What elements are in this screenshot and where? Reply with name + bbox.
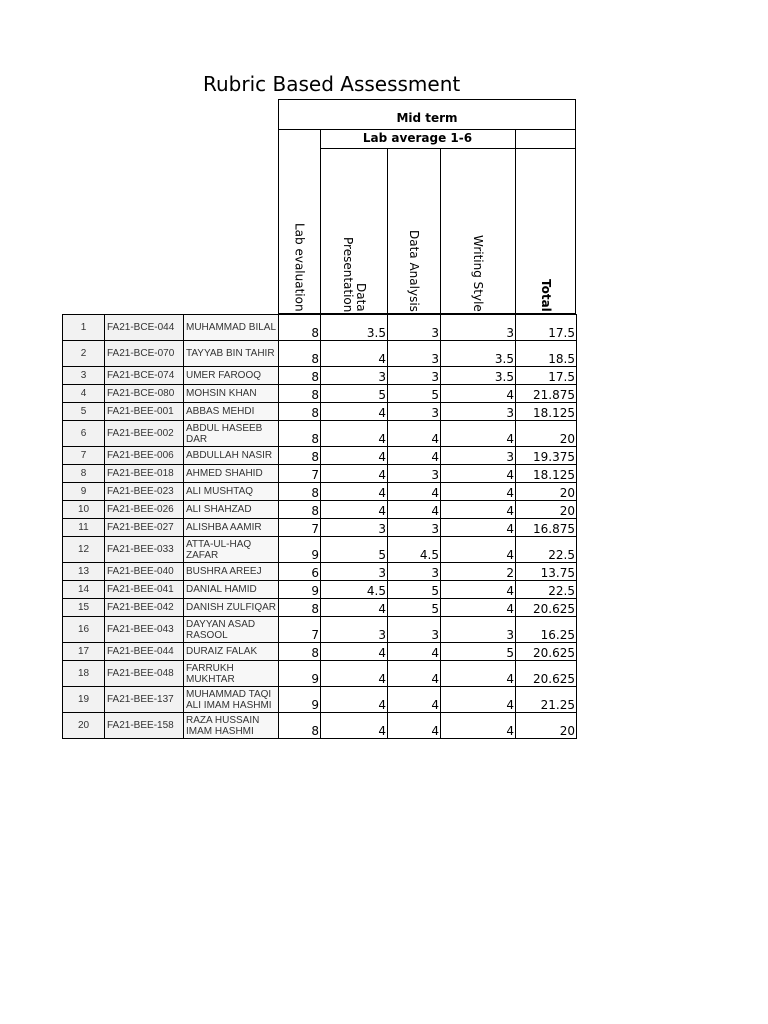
table-row bbox=[63, 385, 577, 403]
data-analysis-score: 4 bbox=[388, 483, 441, 501]
writing-style-score: 4 bbox=[441, 661, 516, 687]
data-presentation-score: 4 bbox=[321, 447, 388, 465]
header-divider bbox=[278, 129, 576, 130]
header-lab-evaluation: Lab evaluation bbox=[292, 223, 307, 312]
row-number: 16 bbox=[63, 617, 105, 643]
lab-evaluation-score: 8 bbox=[279, 483, 321, 501]
table-row bbox=[63, 687, 577, 713]
data-analysis-score: 5 bbox=[388, 581, 441, 599]
registration-number: FA21-BEE-041 bbox=[105, 581, 184, 599]
data-analysis-score: 4 bbox=[388, 713, 441, 739]
total-score: 16.25 bbox=[516, 617, 577, 643]
total-score: 20.625 bbox=[516, 599, 577, 617]
header-data-analysis: Data Analysis bbox=[407, 230, 421, 312]
writing-style-score: 4 bbox=[441, 687, 516, 713]
row-number: 12 bbox=[63, 537, 105, 563]
data-analysis-score: 5 bbox=[388, 385, 441, 403]
student-name: ALISHBA AAMIR bbox=[184, 519, 279, 537]
writing-style-score: 4 bbox=[441, 537, 516, 563]
student-name: UMER FAROOQ bbox=[184, 367, 279, 385]
row-number: 20 bbox=[63, 713, 105, 739]
data-presentation-score: 3 bbox=[321, 563, 388, 581]
lab-evaluation-score: 8 bbox=[279, 421, 321, 447]
data-presentation-score: 4.5 bbox=[321, 581, 388, 599]
registration-number: FA21-BEE-001 bbox=[105, 403, 184, 421]
total-score: 17.5 bbox=[516, 367, 577, 385]
data-presentation-score: 4 bbox=[321, 403, 388, 421]
registration-number: FA21-BCE-044 bbox=[105, 315, 184, 341]
header-cell-data-analysis bbox=[388, 148, 440, 314]
lab-evaluation-score: 6 bbox=[279, 563, 321, 581]
registration-number: FA21-BEE-027 bbox=[105, 519, 184, 537]
student-name: AHMED SHAHID bbox=[184, 465, 279, 483]
row-number: 2 bbox=[63, 341, 105, 367]
registration-number: FA21-BEE-044 bbox=[105, 643, 184, 661]
data-presentation-score: 4 bbox=[321, 465, 388, 483]
data-presentation-score: 4 bbox=[321, 483, 388, 501]
writing-style-score: 4 bbox=[441, 581, 516, 599]
row-number: 6 bbox=[63, 421, 105, 447]
data-presentation-score: 3 bbox=[321, 617, 388, 643]
lab-evaluation-score: 9 bbox=[279, 687, 321, 713]
header-cell-writing-style bbox=[441, 148, 515, 314]
data-analysis-score: 4 bbox=[388, 447, 441, 465]
registration-number: FA21-BEE-042 bbox=[105, 599, 184, 617]
table-row bbox=[63, 713, 577, 739]
writing-style-score: 2 bbox=[441, 563, 516, 581]
lab-evaluation-score: 8 bbox=[279, 315, 321, 341]
total-score: 19.375 bbox=[516, 447, 577, 465]
table-row bbox=[63, 447, 577, 465]
row-number: 1 bbox=[63, 315, 105, 341]
lab-evaluation-score: 9 bbox=[279, 537, 321, 563]
lab-evaluation-score: 9 bbox=[279, 661, 321, 687]
registration-number: FA21-BEE-040 bbox=[105, 563, 184, 581]
registration-number: FA21-BEE-018 bbox=[105, 465, 184, 483]
writing-style-score: 4 bbox=[441, 385, 516, 403]
header-data-presentation: Data Presentation bbox=[341, 236, 368, 312]
row-number: 8 bbox=[63, 465, 105, 483]
student-name: ALI SHAHZAD bbox=[184, 501, 279, 519]
registration-number: FA21-BEE-043 bbox=[105, 617, 184, 643]
data-analysis-score: 3 bbox=[388, 341, 441, 367]
row-number: 17 bbox=[63, 643, 105, 661]
lab-evaluation-score: 8 bbox=[279, 367, 321, 385]
data-presentation-score: 5 bbox=[321, 385, 388, 403]
registration-number: FA21-BEE-048 bbox=[105, 661, 184, 687]
header-cell-total bbox=[516, 148, 576, 314]
student-name: DAYYAN ASAD RASOOL bbox=[184, 617, 279, 643]
registration-number: FA21-BEE-023 bbox=[105, 483, 184, 501]
total-score: 21.25 bbox=[516, 687, 577, 713]
student-name: FARRUKH MUKHTAR bbox=[184, 661, 279, 687]
registration-number: FA21-BCE-074 bbox=[105, 367, 184, 385]
registration-number: FA21-BCE-080 bbox=[105, 385, 184, 403]
student-name: ALI MUSHTAQ bbox=[184, 483, 279, 501]
data-analysis-score: 4 bbox=[388, 643, 441, 661]
data-analysis-score: 4 bbox=[388, 661, 441, 687]
table-row bbox=[63, 501, 577, 519]
student-name: ABDULLAH NASIR bbox=[184, 447, 279, 465]
total-score: 22.5 bbox=[516, 581, 577, 599]
data-analysis-score: 3 bbox=[388, 403, 441, 421]
data-analysis-score: 4 bbox=[388, 687, 441, 713]
total-score: 13.75 bbox=[516, 563, 577, 581]
data-presentation-score: 4 bbox=[321, 341, 388, 367]
student-name: ABBAS MEHDI bbox=[184, 403, 279, 421]
header-writing-style: Writing Style bbox=[471, 235, 485, 312]
header-cell-data-presentation bbox=[321, 148, 387, 314]
data-analysis-score: 4 bbox=[388, 421, 441, 447]
registration-number: FA21-BEE-158 bbox=[105, 713, 184, 739]
total-score: 18.5 bbox=[516, 341, 577, 367]
student-name: DANIAL HAMID bbox=[184, 581, 279, 599]
table-row bbox=[63, 599, 577, 617]
table-row bbox=[63, 537, 577, 563]
data-presentation-score: 4 bbox=[321, 501, 388, 519]
student-name: BUSHRA AREEJ bbox=[184, 563, 279, 581]
writing-style-score: 3 bbox=[441, 403, 516, 421]
data-presentation-score: 3.5 bbox=[321, 315, 388, 341]
data-presentation-score: 3 bbox=[321, 519, 388, 537]
row-number: 10 bbox=[63, 501, 105, 519]
table-row bbox=[63, 465, 577, 483]
table-row bbox=[63, 483, 577, 501]
writing-style-score: 4 bbox=[441, 501, 516, 519]
lab-evaluation-score: 9 bbox=[279, 581, 321, 599]
table-row bbox=[63, 341, 577, 367]
row-number: 4 bbox=[63, 385, 105, 403]
data-analysis-score: 3 bbox=[388, 367, 441, 385]
writing-style-score: 3.5 bbox=[441, 367, 516, 385]
writing-style-score: 3 bbox=[441, 447, 516, 465]
data-presentation-score: 3 bbox=[321, 367, 388, 385]
total-score: 20.625 bbox=[516, 643, 577, 661]
total-score: 16.875 bbox=[516, 519, 577, 537]
table-row bbox=[63, 403, 577, 421]
student-name: MUHAMMAD BILAL bbox=[184, 315, 279, 341]
row-number: 14 bbox=[63, 581, 105, 599]
table-row bbox=[63, 367, 577, 385]
total-score: 20 bbox=[516, 501, 577, 519]
data-presentation-score: 4 bbox=[321, 643, 388, 661]
total-score: 20.625 bbox=[516, 661, 577, 687]
registration-number: FA21-BEE-026 bbox=[105, 501, 184, 519]
registration-number: FA21-BEE-137 bbox=[105, 687, 184, 713]
table-row bbox=[63, 315, 577, 341]
student-name: DURAIZ FALAK bbox=[184, 643, 279, 661]
header-total: Total bbox=[539, 279, 553, 312]
lab-evaluation-score: 8 bbox=[279, 501, 321, 519]
table-row bbox=[63, 563, 577, 581]
total-score: 21.875 bbox=[516, 385, 577, 403]
table-row bbox=[63, 661, 577, 687]
data-presentation-score: 4 bbox=[321, 599, 388, 617]
student-name: ABDUL HASEEB DAR bbox=[184, 421, 279, 447]
registration-number: FA21-BEE-006 bbox=[105, 447, 184, 465]
table-row bbox=[63, 617, 577, 643]
row-number: 19 bbox=[63, 687, 105, 713]
registration-number: FA21-BEE-002 bbox=[105, 421, 184, 447]
row-number: 7 bbox=[63, 447, 105, 465]
total-score: 18.125 bbox=[516, 465, 577, 483]
row-number: 3 bbox=[63, 367, 105, 385]
writing-style-score: 4 bbox=[441, 465, 516, 483]
student-name: DANISH ZULFIQAR bbox=[184, 599, 279, 617]
data-analysis-score: 4 bbox=[388, 501, 441, 519]
total-score: 20 bbox=[516, 713, 577, 739]
writing-style-score: 3 bbox=[441, 315, 516, 341]
table-row bbox=[63, 421, 577, 447]
student-name: RAZA HUSSAIN IMAM HASHMI bbox=[184, 713, 279, 739]
total-score: 17.5 bbox=[516, 315, 577, 341]
data-analysis-score: 3 bbox=[388, 519, 441, 537]
row-number: 9 bbox=[63, 483, 105, 501]
data-analysis-score: 3 bbox=[388, 465, 441, 483]
data-analysis-score: 3 bbox=[388, 315, 441, 341]
table-row bbox=[63, 581, 577, 599]
data-presentation-score: 4 bbox=[321, 421, 388, 447]
student-name: TAYYAB BIN TAHIR bbox=[184, 341, 279, 367]
total-score: 20 bbox=[516, 421, 577, 447]
writing-style-score: 4 bbox=[441, 483, 516, 501]
student-name: MUHAMMAD TAQI ALI IMAM HASHMI bbox=[184, 687, 279, 713]
row-number: 15 bbox=[63, 599, 105, 617]
lab-evaluation-score: 8 bbox=[279, 599, 321, 617]
student-name: MOHSIN KHAN bbox=[184, 385, 279, 403]
data-analysis-score: 3 bbox=[388, 563, 441, 581]
lab-evaluation-score: 8 bbox=[279, 713, 321, 739]
assessment-table bbox=[62, 314, 577, 739]
writing-style-score: 4 bbox=[441, 519, 516, 537]
writing-style-score: 3.5 bbox=[441, 341, 516, 367]
data-presentation-score: 5 bbox=[321, 537, 388, 563]
writing-style-score: 4 bbox=[441, 421, 516, 447]
row-number: 13 bbox=[63, 563, 105, 581]
total-score: 20 bbox=[516, 483, 577, 501]
data-presentation-score: 4 bbox=[321, 687, 388, 713]
data-presentation-score: 4 bbox=[321, 661, 388, 687]
row-number: 11 bbox=[63, 519, 105, 537]
data-analysis-score: 4.5 bbox=[388, 537, 441, 563]
header-lab-average: Lab average 1-6 bbox=[362, 131, 473, 145]
data-analysis-score: 5 bbox=[388, 599, 441, 617]
data-presentation-score: 4 bbox=[321, 713, 388, 739]
header-cell-lab-evaluation bbox=[279, 148, 320, 314]
data-analysis-score: 3 bbox=[388, 617, 441, 643]
registration-number: FA21-BEE-033 bbox=[105, 537, 184, 563]
lab-evaluation-score: 7 bbox=[279, 465, 321, 483]
writing-style-score: 3 bbox=[441, 617, 516, 643]
page-title: Rubric Based Assessment bbox=[203, 72, 461, 96]
lab-evaluation-score: 7 bbox=[279, 519, 321, 537]
table-row bbox=[63, 519, 577, 537]
writing-style-score: 4 bbox=[441, 599, 516, 617]
lab-evaluation-score: 7 bbox=[279, 617, 321, 643]
lab-evaluation-score: 8 bbox=[279, 643, 321, 661]
lab-evaluation-score: 8 bbox=[279, 385, 321, 403]
lab-evaluation-score: 8 bbox=[279, 403, 321, 421]
row-number: 5 bbox=[63, 403, 105, 421]
row-number: 18 bbox=[63, 661, 105, 687]
lab-evaluation-score: 8 bbox=[279, 447, 321, 465]
total-score: 18.125 bbox=[516, 403, 577, 421]
registration-number: FA21-BCE-070 bbox=[105, 341, 184, 367]
total-score: 22.5 bbox=[516, 537, 577, 563]
writing-style-score: 5 bbox=[441, 643, 516, 661]
writing-style-score: 4 bbox=[441, 713, 516, 739]
table-row bbox=[63, 643, 577, 661]
lab-evaluation-score: 8 bbox=[279, 341, 321, 367]
student-name: ATTA-UL-HAQ ZAFAR bbox=[184, 537, 279, 563]
header-mid-term: Mid term bbox=[396, 111, 458, 125]
